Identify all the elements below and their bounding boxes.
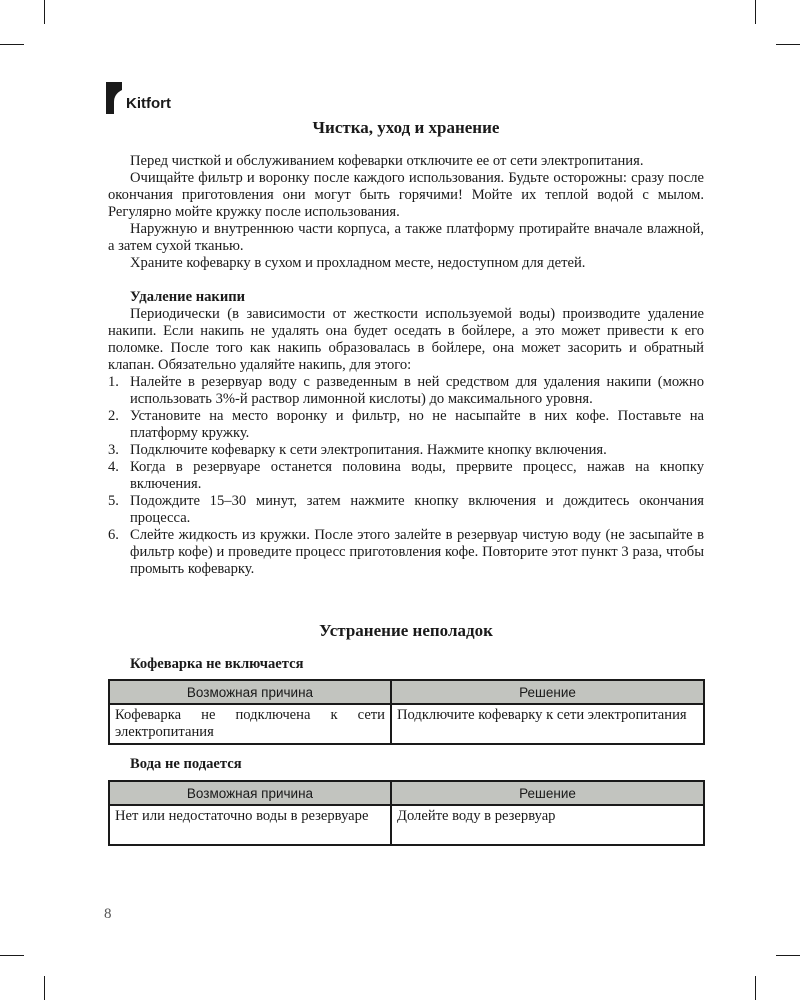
list-item: 4. Когда в резервуаре останется половина воды, прервите процесс, нажав на кнопку включения. — [108, 459, 704, 492]
column-header-cause: Возможная причина — [109, 680, 391, 704]
paragraph: Очищайте фильтр и воронку после каждого использования. Будьте осторожны: сразу после окончания приготовления они могут быть горячими! Мойте их теплой водой с мылом. Регулярно мойте кружку после использования. — [108, 170, 704, 220]
crop-mark — [776, 955, 800, 956]
table-header-row — [109, 781, 704, 805]
list-item: 6. Слейте жидкость из кружки. После этого залейте в резервуар чистую воду (не засыпайте в фильтр кофе) и проведите процесс приготовления кофе. Повторите этот пункт 3 раза, чтобы промыть кофеварку. — [108, 527, 704, 577]
table-row — [109, 704, 704, 744]
brand-logo — [106, 82, 171, 114]
crop-mark — [755, 976, 756, 1000]
crop-mark — [44, 976, 45, 1000]
list-item: 1. Налейте в резервуар воду с разведенным в ней средством для удаления накипи (можно использовать 3%-й раствор лимонной кислоты) до максимального уровня. — [108, 374, 704, 407]
paragraph: Храните кофеварку в сухом и прохладном месте, недоступном для детей. — [130, 255, 586, 271]
crop-mark — [0, 44, 24, 45]
troubleshooting-table — [108, 780, 705, 846]
crop-mark — [44, 0, 45, 24]
paragraph: Перед чисткой и обслуживанием кофеварки отключите ее от сети электропитания. — [130, 153, 644, 169]
column-header-cause: Возможная причина — [109, 781, 391, 805]
crop-mark — [755, 0, 756, 24]
table-subheading: Вода не подается — [130, 756, 242, 772]
solution-cell: Долейте воду в резервуар — [391, 805, 704, 845]
paragraph: Наружную и внутреннюю части корпуса, а также платформу протирайте вначале влажной, а затем сухой тканью. — [108, 221, 704, 254]
list-item: 5. Подождите 15–30 минут, затем нажмите кнопку включения и дождитесь окончания процесса. — [108, 493, 704, 526]
section-title-cleaning: Чистка, уход и хранение — [312, 118, 500, 137]
cause-cell: Кофеварка не подключена к сети электропитания — [109, 704, 391, 744]
page-number: 8 — [104, 906, 112, 922]
troubleshooting-table — [108, 679, 705, 745]
descaling-steps — [108, 374, 704, 578]
table-row — [109, 805, 704, 845]
list-item: 3. Подключите кофеварку к сети электропитания. Нажмите кнопку включения. — [108, 442, 607, 458]
list-item: 2. Установите на место воронку и фильтр, но не насыпайте в них кофе. Поставьте на платформу кружку. — [108, 408, 704, 441]
cause-cell: Нет или недостаточно воды в резервуаре — [109, 805, 391, 845]
column-header-solution: Решение — [391, 781, 704, 805]
solution-cell: Подключите кофеварку к сети электропитания — [391, 704, 704, 744]
cleaning-body — [108, 153, 704, 578]
column-header-solution: Решение — [391, 680, 704, 704]
crop-mark — [776, 44, 800, 45]
table-subheading: Кофеварка не включается — [130, 656, 304, 672]
table-header-row — [109, 680, 704, 704]
descaling-heading: Удаление накипи — [130, 289, 246, 305]
kitfort-logo-icon — [106, 82, 122, 114]
section-title-troubleshooting: Устранение неполадок — [319, 621, 493, 640]
crop-mark — [0, 955, 24, 956]
brand-name: Kitfort — [126, 94, 171, 112]
descaling-intro: Периодически (в зависимости от жесткости используемой воды) производите удаление накипи. Если накипь не удалять она будет оседать в бойлере, а это может привести к его поломке. После того как накипь образовалась в бойлере, она может засорить и обратный клапан. Обязательно удаляйте накипь, для этого: — [108, 306, 704, 373]
